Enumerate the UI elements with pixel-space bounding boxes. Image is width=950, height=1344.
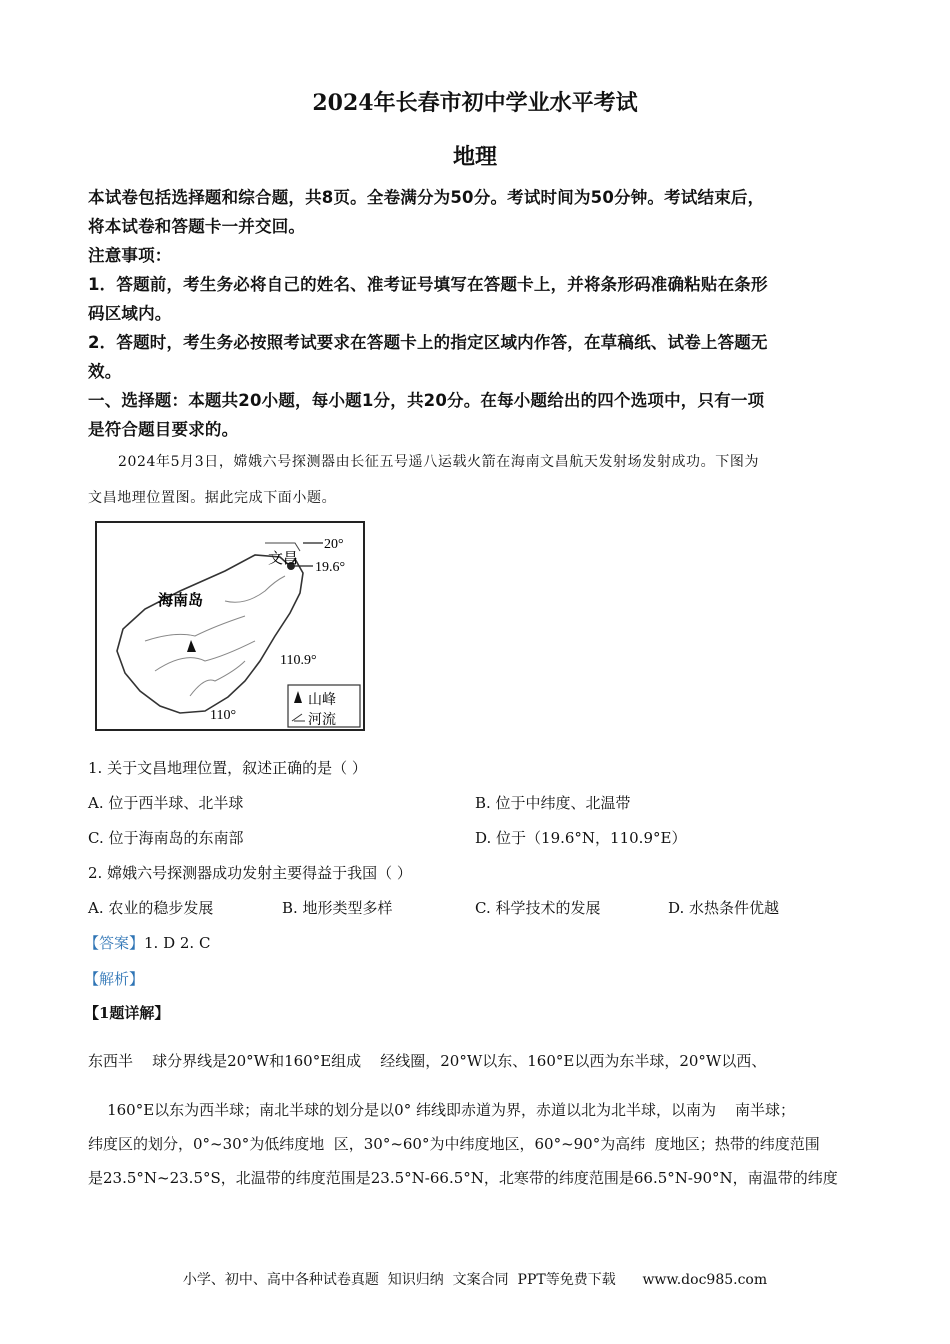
instruction-line: 将本试卷和答题卡一并交回。 [88, 217, 306, 236]
longitude-label: 110° [210, 708, 237, 723]
subject-title: 地理 [452, 144, 497, 170]
instruction-line: 本试卷包括选择题和综合题，共8页。全卷满分为50分。考试时间为50分钟。考试结束后， [88, 188, 765, 207]
section-heading: 是符合题目要求的。 [88, 420, 239, 439]
legend-peak-label: 山峰 [308, 693, 336, 708]
notes-title: 注意事项： [88, 246, 172, 265]
option-2d[interactable]: D. 水热条件优越 [668, 899, 780, 917]
option-2a[interactable]: A. 农业的稳步发展 [88, 899, 214, 917]
stem-line: 2024年5月3日，嫦娥六号探测器由长征五号遥八运载火箭在海南文昌航天发射场发射成功。下图为 [118, 454, 760, 470]
island-label: 海南岛 [158, 593, 204, 609]
option-1a[interactable]: A. 位于西半球、北半球 [88, 794, 244, 812]
answer-tag: 【答案】 [84, 934, 145, 952]
question-1: 1. 关于文昌地理位置，叙述正确的是（ ） [88, 759, 367, 777]
latitude-label: 20° [324, 537, 344, 552]
legend-river-label: 河流 [308, 713, 336, 728]
answer-line [84, 932, 210, 953]
note-line: 效。 [88, 362, 122, 381]
option-1d[interactable]: D. 位于（19.6°N，110.9°E） [475, 829, 687, 847]
explanation-line: 纬度区的划分，0°~30°为低纬度地 区，30°~60°为中纬度地区，60°~90°为高纬 度地区；热带的纬度范围 [88, 1135, 820, 1153]
note-line: 2．答题时，考生务必按照考试要求在答题卡上的指定区域内作答，在草稿纸、试卷上答题无 [88, 333, 768, 352]
option-2b[interactable]: B. 地形类型多样 [282, 899, 393, 917]
detail-tag: 【1题详解】 [84, 1004, 170, 1022]
option-2c[interactable]: C. 科学技术的发展 [475, 899, 601, 917]
section-heading: 一、选择题：本题共20小题，每小题1分，共20分。在每小题给出的四个选项中，只有一项 [88, 391, 765, 410]
stem-line: 文昌地理位置图。据此完成下面小题。 [88, 490, 337, 506]
explanation-block [88, 1093, 868, 1195]
explanation-line: 160°E以东为西半球；南北半球的划分是以0° 纬线即赤道为界，赤道以北为北半球，以南为 南半球； [88, 1101, 796, 1119]
answer-text: 1. D 2. C [144, 934, 211, 952]
instructions-block [88, 183, 868, 444]
explanation-block [88, 1044, 868, 1078]
exam-title: 2024年长春市初中学业水平考试 [312, 90, 638, 116]
city-label: 文昌 [268, 551, 299, 567]
latitude-label: 19.6° [315, 560, 346, 575]
note-line: 码区域内。 [88, 304, 172, 323]
page-footer: 小学、初中、高中各种试卷真题 知识归纳 文案合同 PPT等免费下载 www.doc985.com [182, 1272, 768, 1288]
question-2: 2. 嫦娥六号探测器成功发射主要得益于我国（ ） [88, 864, 412, 882]
note-line: 1．答题前，考生务必将自己的姓名、准考证号填写在答题卡上，并将条形码准确粘贴在条形 [88, 275, 768, 294]
option-1c[interactable]: C. 位于海南岛的东南部 [88, 829, 244, 847]
explanation-line: 是23.5°N~23.5°S，北温带的纬度范围是23.5°N-66.5°N，北寒带的纬度范围是66.5°N-90°N，南温带的纬度 [88, 1169, 838, 1187]
wenchang-location-map [95, 521, 365, 731]
explanation-line: 东西半 球分界线是20°W和160°E组成 经线圈，20°W以东、160°E以西为东半球，20°W以西、 [88, 1052, 767, 1070]
longitude-label: 110.9° [280, 653, 317, 668]
option-1b[interactable]: B. 位于中纬度、北温带 [475, 794, 631, 812]
analysis-tag: 【解析】 [84, 970, 145, 988]
question-stem [88, 444, 868, 516]
